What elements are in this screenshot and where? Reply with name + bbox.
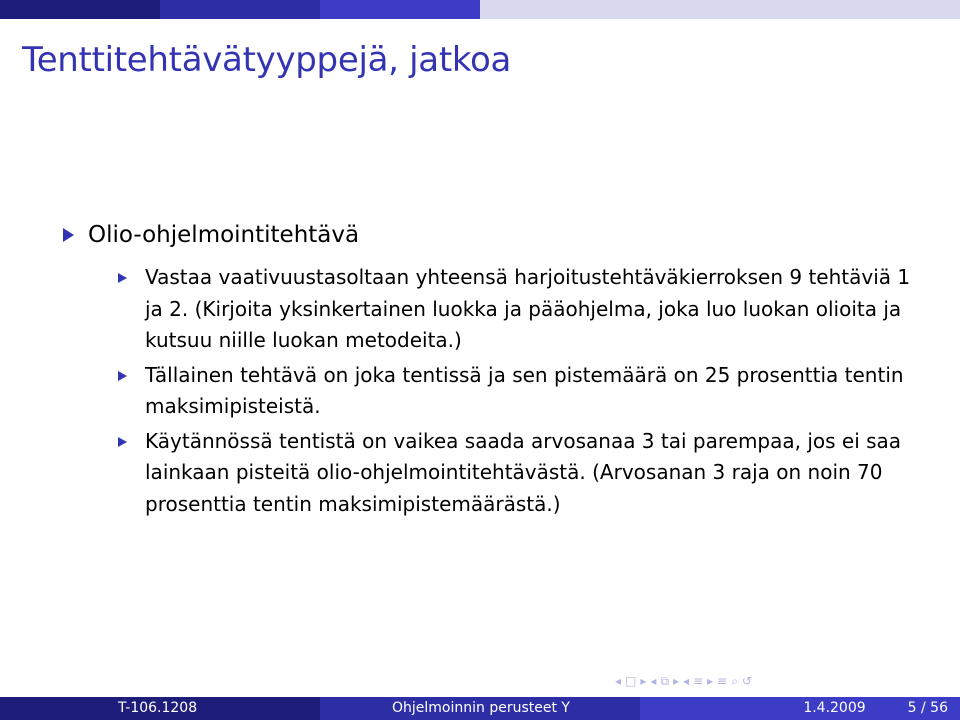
sub-bullet-text: Vastaa vaativuustasoltaan yhteensä harjoitustehtäväkierroksen 9 tehtäviä 1 ja 2. (Kirjoita yksinkertainen luokka ja pääohjelma, joka luo luokan olioita ja kutsuu niille luokan metodeita.) (145, 265, 911, 352)
bullet-item (63, 218, 933, 252)
sub-bullet-text: Tällainen tehtävä on joka tentissä ja sen pistemäärä on 25 prosenttia tentin maksimipisteistä. (145, 362, 904, 418)
sub-bullet-triangle-icon (118, 437, 127, 447)
nav-subsection-next-icon[interactable]: ▸ (673, 674, 680, 688)
nav-frame-next-icon[interactable]: ▸ (640, 674, 647, 688)
footer-bar (0, 697, 960, 720)
sub-bullet-item (63, 262, 933, 357)
sub-bullet-item (63, 360, 933, 423)
top-bar-segment (0, 0, 160, 19)
top-bar-segment (320, 0, 480, 19)
nav-section-icon[interactable]: ≡ (693, 674, 704, 688)
nav-subsection-icon[interactable]: ⧉ (660, 673, 670, 688)
nav-subsection-prev-icon[interactable]: ◂ (650, 674, 657, 688)
nav-back-forward-icon[interactable]: ↺ (741, 674, 753, 688)
sub-bullet-triangle-icon (118, 273, 127, 283)
sub-bullet-list (63, 262, 933, 520)
footer-page-number: 5 / 56 (907, 700, 948, 716)
navigation-symbols (614, 670, 753, 692)
top-bar-segment (160, 0, 320, 19)
sub-bullet-item (63, 426, 933, 521)
bullet-text: Olio-ohjelmointitehtävä (88, 222, 360, 248)
slide-content (63, 218, 933, 523)
sub-bullet-triangle-icon (118, 371, 127, 381)
nav-section-prev-icon[interactable]: ◂ (683, 674, 690, 688)
nav-search-icon[interactable]: ⌕ (731, 673, 738, 688)
top-bar (0, 0, 960, 19)
footer-right (640, 697, 960, 720)
footer-date: 1.4.2009 (803, 700, 866, 716)
nav-frame-prev-icon[interactable]: ◂ (615, 674, 622, 688)
slide-title: Tenttitehtävätyyppejä, jatkoa (22, 40, 512, 80)
nav-section-next-icon[interactable]: ▸ (707, 674, 714, 688)
sub-bullet-text: Käytännössä tentistä on vaikea saada arvosanaa 3 tai parempaa, jos ei saa lainkaan pisteitä olio-ohjelmointitehtävästä. (Arvosanan 3 raja on noin 70 prosenttia tentin maksimipistemäärästä.) (145, 428, 902, 516)
nav-align-icon[interactable]: ≡ (717, 674, 728, 688)
nav-frame-icon[interactable]: □ (625, 674, 637, 688)
top-bar-segment (480, 0, 960, 19)
bullet-triangle-icon (63, 228, 74, 242)
footer-course-code: T-106.1208 (0, 697, 320, 720)
footer-course-name: Ohjelmoinnin perusteet Y (320, 697, 640, 720)
